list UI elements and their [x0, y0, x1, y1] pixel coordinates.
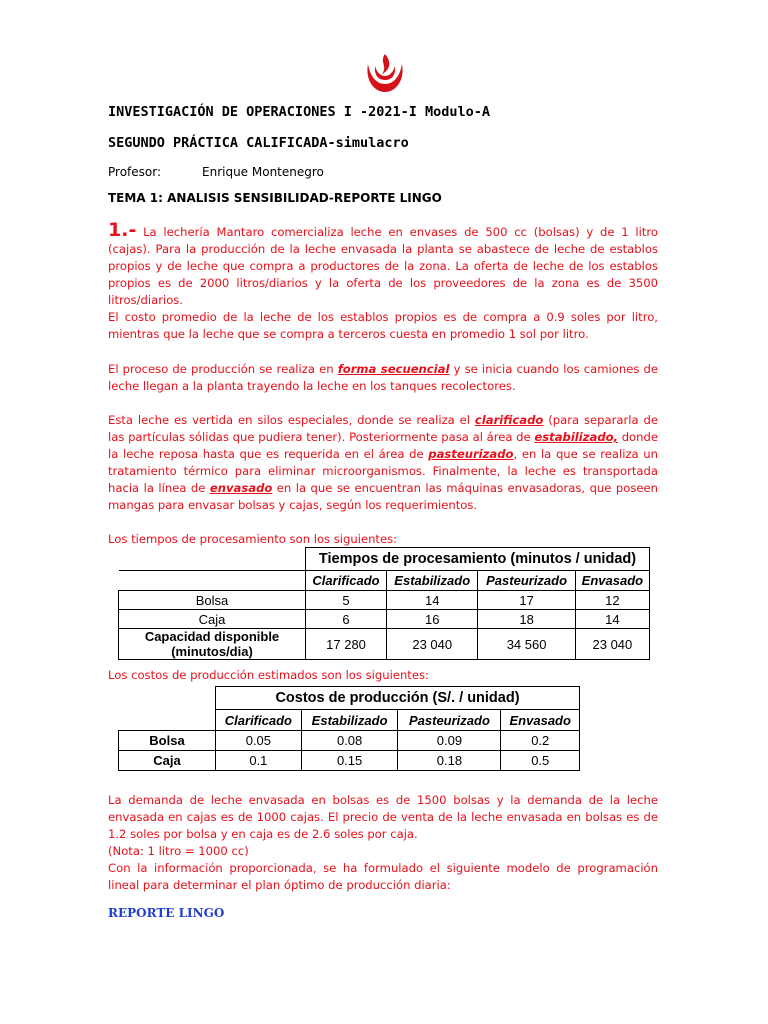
model-text: Con la información proporcionada, se ha formulado el siguiente modelo de programación lineal para determinar el plan óptimo de producción diaria:: [108, 861, 658, 892]
university-logo: [360, 50, 410, 96]
table-row: [119, 751, 580, 771]
column-header: Clarificado: [216, 710, 302, 731]
row-label: Bolsa: [119, 731, 216, 751]
table-cell: 17 280: [306, 629, 387, 660]
topic-heading: TEMA 1: ANALISIS SENSIBILIDAD-REPORTE LINGO: [108, 191, 442, 205]
table-cell: 18: [478, 610, 575, 629]
column-header: Clarificado: [306, 571, 387, 591]
table-row: [119, 610, 650, 629]
costs-table-title: Costos de producción (S/. / unidad): [216, 687, 580, 710]
process-paragraph: [108, 361, 658, 395]
column-header: Pasteurizado: [398, 710, 501, 731]
table-cell: 0.5: [501, 751, 580, 771]
text-span: Esta leche es vertida en silos especiales, donde se realiza el: [108, 413, 475, 427]
table-cell: 0.2: [501, 731, 580, 751]
text-span: y se inicia cuando los camiones de leche llegan a la planta trayendo la leche en los tanques recolectores.: [108, 362, 658, 393]
processing-times-table: [118, 547, 650, 660]
emphasis-envasado: envasado: [209, 481, 273, 495]
table-row: [119, 629, 650, 660]
column-header: Pasteurizado: [478, 571, 575, 591]
text-span: donde la leche reposa hasta que es requerida en el área de: [108, 430, 658, 461]
row-label: Bolsa: [119, 591, 306, 610]
column-header: Estabilizado: [387, 571, 478, 591]
table-cell: 0.15: [301, 751, 398, 771]
capacity-label-line2: (minutos/dia): [171, 644, 253, 659]
table-cell: 14: [387, 591, 478, 610]
times-table-title: Tiempos de procesamiento (minutos / unidad): [306, 548, 650, 571]
column-header: Envasado: [501, 710, 580, 731]
table-cell: 17: [478, 591, 575, 610]
demand-paragraph: [108, 792, 658, 894]
capacity-label-line1: Capacidad disponible: [144, 629, 280, 644]
table-row: [119, 591, 650, 610]
empty-corner: [119, 710, 216, 731]
exam-title: SEGUNDO PRÁCTICA CALIFICADA-simulacro: [108, 135, 409, 151]
empty-corner: [119, 571, 306, 591]
table-row: [119, 731, 580, 751]
column-header: Estabilizado: [301, 710, 398, 731]
costs-intro: Los costos de producción estimados son los siguientes:: [108, 668, 429, 682]
table-cell: 34 560: [478, 629, 575, 660]
problem-number: 1.-: [108, 219, 137, 241]
text-span: , en la que se realiza un tratamiento térmico para eliminar microorganismos. Finalmente, la leche es transportada hacia la línea de: [108, 447, 658, 495]
problem-paragraph-1: La lechería Mantaro comercializa leche en envases de 500 cc (bolsas) y de 1 litro (cajas). Para la producción de la leche envasada la planta se abastece de leche de establos propios y de leche que compra a productores de la zona. La oferta de leche de los establos propios es de 2000 litros/diarios y la oferta de los proveedores de la zona es de 3500 litros/diarios.: [108, 225, 658, 307]
professor-line: [108, 165, 324, 179]
table-cell: 23 040: [575, 629, 649, 660]
unit-note: (Nota: 1 litro = 1000 cc): [108, 844, 249, 858]
capacity-label: [119, 629, 306, 660]
stages-paragraph: [108, 412, 658, 514]
row-label: Caja: [119, 610, 306, 629]
table-cell: 0.08: [301, 731, 398, 751]
problem-paragraph-1b: El costo promedio de la leche de los establos propios es de compra a 0.9 soles por litro, mientras que la leche que se compra a terceros cuesta en promedio 1 sol por litro.: [108, 310, 658, 341]
table-cell: 0.05: [216, 731, 302, 751]
row-label: Caja: [119, 751, 216, 771]
table-cell: 0.18: [398, 751, 501, 771]
course-title: INVESTIGACIÓN DE OPERACIONES I -2021-I Modulo-A: [108, 104, 491, 120]
table-cell: 16: [387, 610, 478, 629]
emphasis-clarificado: clarificado: [474, 413, 544, 427]
times-intro: Los tiempos de procesamiento son los siguientes:: [108, 532, 398, 546]
professor-name: Enrique Montenegro: [202, 165, 324, 179]
column-header: Envasado: [575, 571, 649, 591]
table-cell: 12: [575, 591, 649, 610]
empty-corner: [119, 687, 216, 710]
report-heading: REPORTE LINGO: [108, 906, 225, 920]
table-cell: 23 040: [387, 629, 478, 660]
emphasis-estabilizado: estabilizado,: [534, 430, 618, 444]
emphasis-secuencial: forma secuencial: [337, 362, 450, 376]
text-span: El proceso de producción se realiza en: [108, 362, 338, 376]
table-cell: 14: [575, 610, 649, 629]
problem-intro: [108, 219, 658, 343]
text-span: (para separarla de las partículas sólidas que pudiera tener). Posteriormente pasa al área de: [108, 413, 658, 444]
professor-label: Profesor:: [108, 165, 162, 179]
table-cell: 6: [306, 610, 387, 629]
table-cell: 0.09: [398, 731, 501, 751]
text-span: en la que se encuentran las máquinas envasadoras, que poseen mangas para envasar bolsas y cajas, según los requerimientos.: [108, 481, 658, 512]
demand-text: La demanda de leche envasada en bolsas es de 1500 bolsas y la demanda de la leche envasada en cajas es de 1000 cajas. El precio de venta de la leche envasada en bolsas es de 1.2 soles por bolsa y en caja es de 2.6 soles por caja.: [108, 793, 658, 841]
empty-corner: [119, 548, 306, 571]
table-cell: 0.1: [216, 751, 302, 771]
production-costs-table: [118, 686, 580, 771]
table-cell: 5: [306, 591, 387, 610]
emphasis-pasteurizado: pasteurizado: [428, 447, 514, 461]
